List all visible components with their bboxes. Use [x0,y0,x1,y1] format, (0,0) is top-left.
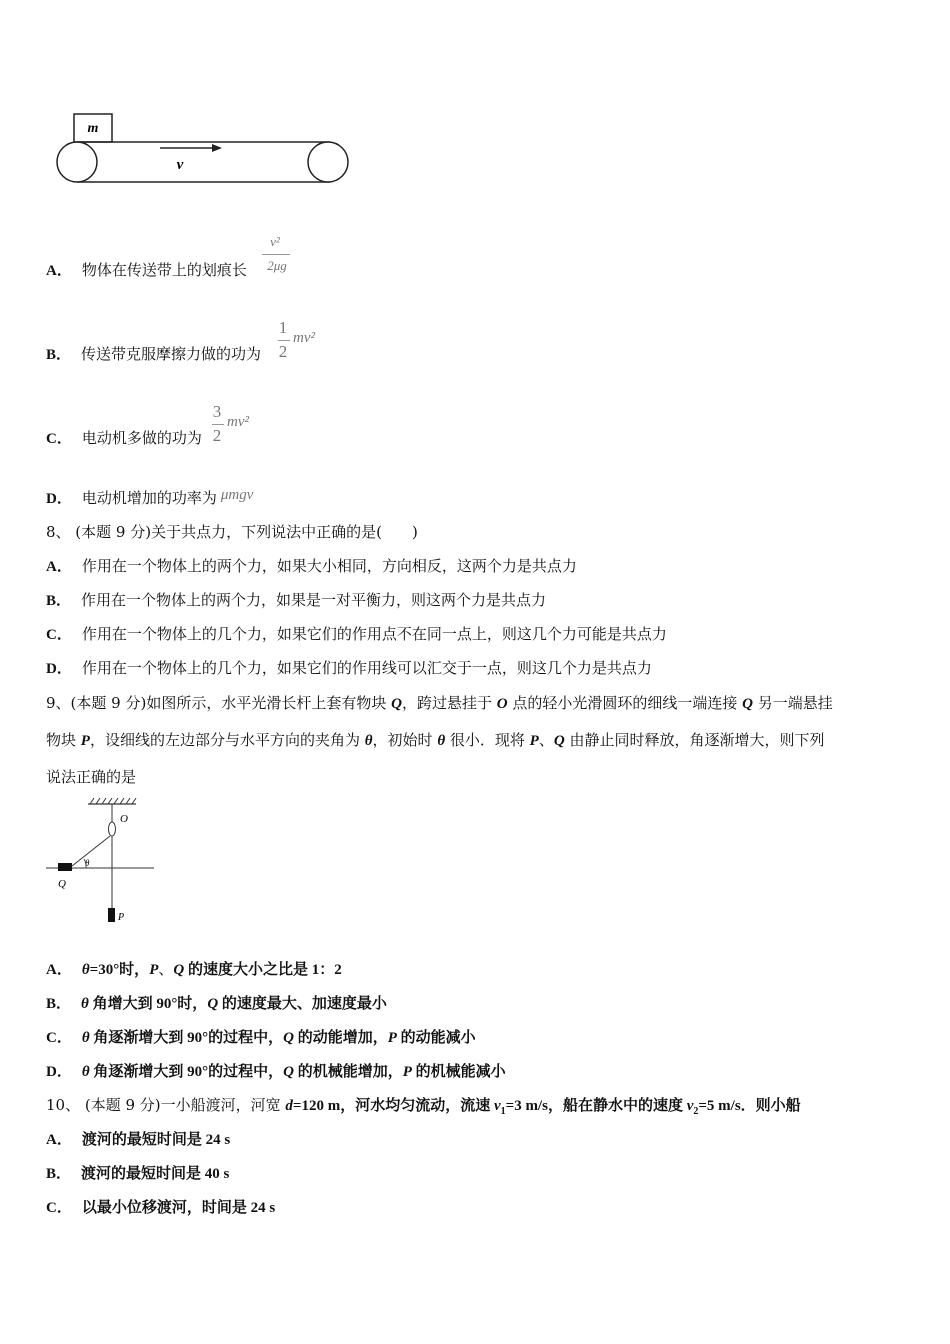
var-q: Q [173,962,185,978]
stem-text: 、 [538,731,554,749]
option-text: 作用在一个物体上的几个力，如果它们的作用点不在同一点上，则这几个力可能是共点力 [81,625,667,643]
var-q: Q [391,696,402,712]
q8-stem [46,522,418,542]
option-text: 的动能减小 [396,1030,476,1046]
q8-option-c [46,624,667,645]
option-text: 、 [158,960,174,978]
option-text: 角逐渐增大到 90°的过程中， [89,1030,284,1046]
q9-stem-line2 [46,730,824,751]
var-o: O [496,696,508,712]
var-p: P [529,733,539,749]
q7-c-formula [210,402,270,452]
label-o: O [120,813,128,825]
var-p: P [387,1030,397,1046]
string-left [72,836,110,866]
left-pulley [57,142,97,182]
stem-text: 10、 (本题 9 分)一小船渡河，河宽 [46,1096,286,1114]
option-label: D． [46,1064,72,1080]
var-p: P [149,962,159,978]
q10-stem [46,1095,801,1122]
stem-text: =5 m/s．则小船 [698,1098,801,1114]
q7-option-a [46,260,247,281]
formula-numerator: 1 [278,318,288,337]
stem-text: 由静止同时释放，角逐渐增大，则下列 [564,731,825,749]
var-q: Q [553,733,565,749]
ceiling-hatch [90,798,136,804]
q7-option-b [46,344,261,365]
q7-b-formula [276,318,336,368]
option-text: 的动能增加， [293,1030,388,1046]
var-v1: v [493,1098,501,1114]
option-label: A． [46,1132,72,1148]
right-pulley [308,142,348,182]
var-theta: θ [364,733,373,749]
q7-option-c [46,428,202,449]
block-p [108,908,115,922]
formula-denominator: 2μg [267,258,287,273]
fraction-bar [212,424,224,425]
stem-text: 说法正确的是 [46,768,137,786]
conveyor-belt-figure [50,110,360,190]
option-label: B． [46,996,72,1012]
option-text: 渡河的最短时间是 24 s [81,1132,231,1148]
stem-text: ，跨过悬挂于 [401,694,497,712]
var-q: Q [283,1064,294,1080]
var-theta: θ [81,962,90,978]
fraction-bar [262,254,290,255]
option-label: A． [46,263,72,279]
stem-text: =3 m/s，船在静水中的速度 [505,1098,687,1114]
fraction-bar [278,340,290,341]
question-stem: 8、 (本题 9 分)关于共点力，下列说法中正确的是( ) [46,523,418,541]
subscript: 2 [693,1106,699,1117]
option-text: 电动机增加的功率为 [81,489,217,507]
pulley-figure [44,796,164,926]
var-theta: θ [81,1064,90,1080]
var-d: d [285,1098,293,1114]
option-text: 作用在一个物体上的两个力，如果大小相同，方向相反，这两个力是共点力 [81,557,577,575]
label-q: Q [58,878,66,890]
option-label: C． [46,1200,72,1216]
q10-option-c [46,1197,275,1218]
q7-option-d [46,488,253,509]
option-label: B． [46,347,72,363]
mass-label: m [87,121,99,136]
stem-text: 物块 [46,731,81,749]
q8-option-b [46,590,546,611]
velocity-arrowhead [212,144,222,152]
var-q: Q [742,696,753,712]
option-text: 以最小位移渡河，时间是 24 s [81,1200,276,1216]
option-text: 的速度最大、加速度最小 [218,996,387,1012]
q9-stem-line1 [46,693,833,714]
option-label: D． [46,661,72,677]
stem-text: ，初始时 [372,731,438,749]
formula-numerator: 3 [212,402,222,421]
q9-option-d [46,1061,506,1082]
q8-option-a [46,556,577,577]
option-text: 电动机多做的功为 [81,429,202,447]
q10-option-b [46,1163,229,1184]
stem-text: ，设细线的左边部分与水平方向的夹角为 [89,731,365,749]
q9-option-c [46,1027,476,1048]
q7-a-formula [260,234,300,284]
stem-text: =120 m，河水均匀流动，流速 [292,1098,494,1114]
formula-denominator: 2 [278,342,288,361]
var-theta: θ [81,996,89,1012]
option-label: C． [46,431,72,447]
option-label: B． [46,593,72,609]
q10-option-a [46,1129,230,1150]
option-label: D． [46,491,72,507]
option-text: 的速度大小之比是 1：2 [184,962,342,978]
option-text: 渡河的最短时间是 40 s [81,1166,230,1182]
q8-option-d [46,658,652,679]
var-v2: v [686,1098,694,1114]
option-text: =30°时， [89,962,150,978]
option-label: A． [46,962,72,978]
option-text: 的机械能增加， [293,1064,403,1080]
velocity-label: v [176,157,184,173]
block-q [58,863,72,871]
var-q: Q [283,1030,294,1046]
q9-option-a [46,959,342,980]
var-theta: θ [437,733,446,749]
option-text: 的机械能减小 [411,1064,506,1080]
stem-text: 很小．现将 [445,731,530,749]
var-p: P [402,1064,412,1080]
q9-stem-line3 [46,767,136,787]
stem-text: 9、(本题 9 分)如图所示，水平光滑长杆上套有物块 [46,694,392,712]
option-label: A． [46,559,72,575]
formula-rest: mv² [293,330,315,346]
subscript: 1 [500,1106,506,1117]
stem-text: 另一端悬挂 [752,694,833,712]
option-label: C． [46,627,72,643]
option-label: C． [46,1030,72,1046]
q9-option-b [46,993,387,1014]
var-p: P [80,733,90,749]
stem-text: 点的轻小光滑圆环的细线一端连接 [507,694,743,712]
option-text: 角逐渐增大到 90°的过程中， [89,1064,284,1080]
var-q: Q [207,996,219,1012]
formula: μmgv [220,487,254,503]
label-p: P [118,912,125,923]
option-label: B． [46,1166,72,1182]
var-theta: θ [81,1030,90,1046]
formula-denominator: 2 [212,426,222,445]
label-theta: θ [85,858,90,868]
option-text: 传送带克服摩擦力做的功为 [81,345,262,363]
option-text: 作用在一个物体上的几个力，如果它们的作用线可以汇交于一点，则这几个力是共点力 [81,659,652,677]
formula-numerator: v² [270,234,280,249]
option-text: 物体在传送带上的划痕长 [81,261,247,279]
ring [109,822,116,836]
option-text: 作用在一个物体上的两个力，如果是一对平衡力，则这两个力是共点力 [81,591,547,609]
formula-rest: mv² [227,414,249,430]
option-text: 角增大到 90°时， [88,996,208,1012]
